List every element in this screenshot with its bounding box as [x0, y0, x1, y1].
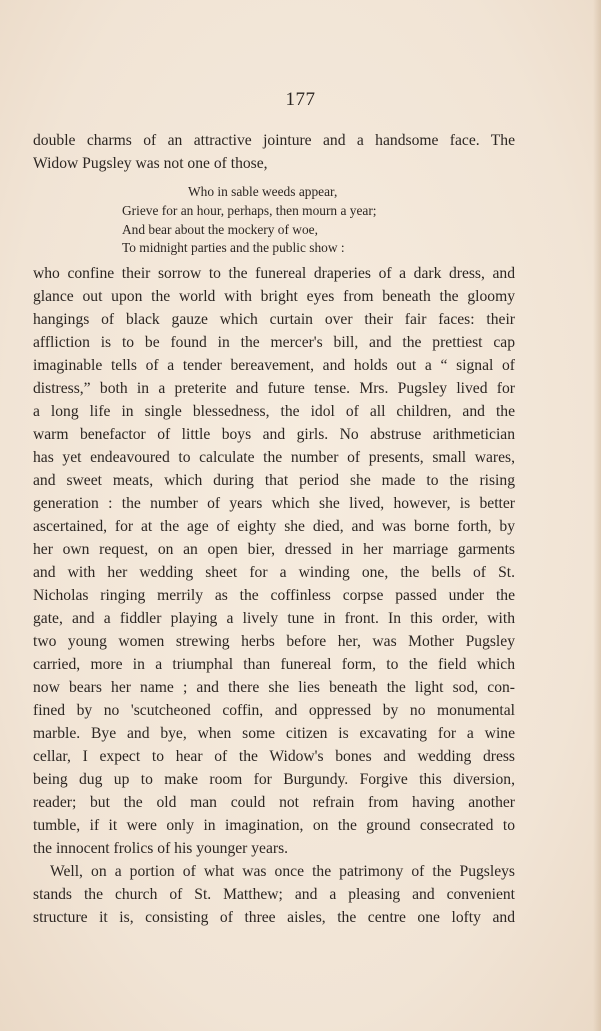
- page-edge-shadow: [593, 0, 601, 1031]
- verse-line: To midnight parties and the public show :: [122, 240, 345, 255]
- text-line: Nicholas ringing merrily as the coffinless corpse passed under the: [33, 587, 515, 604]
- text-line: Well, on a portion of what was once the patrimony of the Pugsleys: [50, 863, 515, 880]
- text-line: hangings of black gauze which curtain over their fair faces: their: [33, 311, 515, 328]
- text-line: generation : the number of years which she lived, however, is better: [33, 495, 515, 512]
- text-line: gate, and a fiddler playing a lively tune in front. In this order, with: [33, 610, 515, 627]
- text-line: being dug up to make room for Burgundy. Forgive this diversion,: [33, 771, 515, 788]
- page-number: 177: [285, 89, 316, 110]
- text-line: the innocent frolics of his younger years.: [33, 840, 289, 857]
- text-line: and with her wedding sheet for a winding one, the bells of St.: [33, 564, 515, 581]
- text-line: and sweet meats, which during that period she made to the rising: [33, 472, 515, 489]
- text-line: tumble, if it were only in imagination, on the ground consecrated to: [33, 817, 515, 834]
- text-line: affliction is to be found in the mercer's bill, and the prettiest cap: [33, 334, 515, 351]
- text-line: double charms of an attractive jointure and a handsome face. The: [33, 132, 515, 149]
- text-line: her own request, on an open bier, dressed in her marriage garments: [33, 541, 515, 558]
- verse-line: And bear about the mockery of woe,: [122, 222, 318, 237]
- text-line: imaginable tells of a tender bereavement, and holds out a “ signal of: [33, 357, 515, 374]
- text-line: ascertained, for at the age of eighty she died, and was borne forth, by: [33, 518, 515, 535]
- text-line: cellar, I expect to hear of the Widow's bones and wedding dress: [33, 748, 515, 765]
- text-line: carried, more in a triumphal than funereal form, to the field which: [33, 656, 515, 673]
- text-line: who confine their sorrow to the funereal draperies of a dark dress, and: [33, 265, 515, 282]
- text-line: two young women strewing herbs before her, was Mother Pugsley: [33, 633, 515, 650]
- text-line: glance out upon the world with bright eyes from beneath the gloomy: [33, 288, 515, 305]
- text-line: Widow Pugsley was not one of those,: [33, 155, 268, 172]
- text-line: stands the church of St. Matthew; and a pleasing and convenient: [33, 886, 515, 903]
- text-line: fined by no 'scutcheoned coffin, and oppressed by no monumental: [33, 702, 515, 719]
- verse-line: Who in sable weeds appear,: [188, 184, 338, 199]
- text-line: marble. Bye and bye, when some citizen is excavating for a wine: [33, 725, 515, 742]
- text-line: has yet endeavoured to calculate the number of presents, small wares,: [33, 449, 515, 466]
- text-line: reader; but the old man could not refrain from having another: [33, 794, 515, 811]
- text-line: warm benefactor of little boys and girls. No abstruse arithmetician: [33, 426, 515, 443]
- text-line: structure it is, consisting of three aisles, the centre one lofty and: [33, 909, 515, 926]
- text-line: now bears her name ; and there she lies beneath the light sod, con-: [33, 679, 515, 696]
- text-line: distress,” both in a preterite and future tense. Mrs. Pugsley lived for: [33, 380, 515, 397]
- verse-line: Grieve for an hour, perhaps, then mourn a year;: [122, 203, 377, 218]
- text-line: a long life in single blessedness, the idol of all children, and the: [33, 403, 515, 420]
